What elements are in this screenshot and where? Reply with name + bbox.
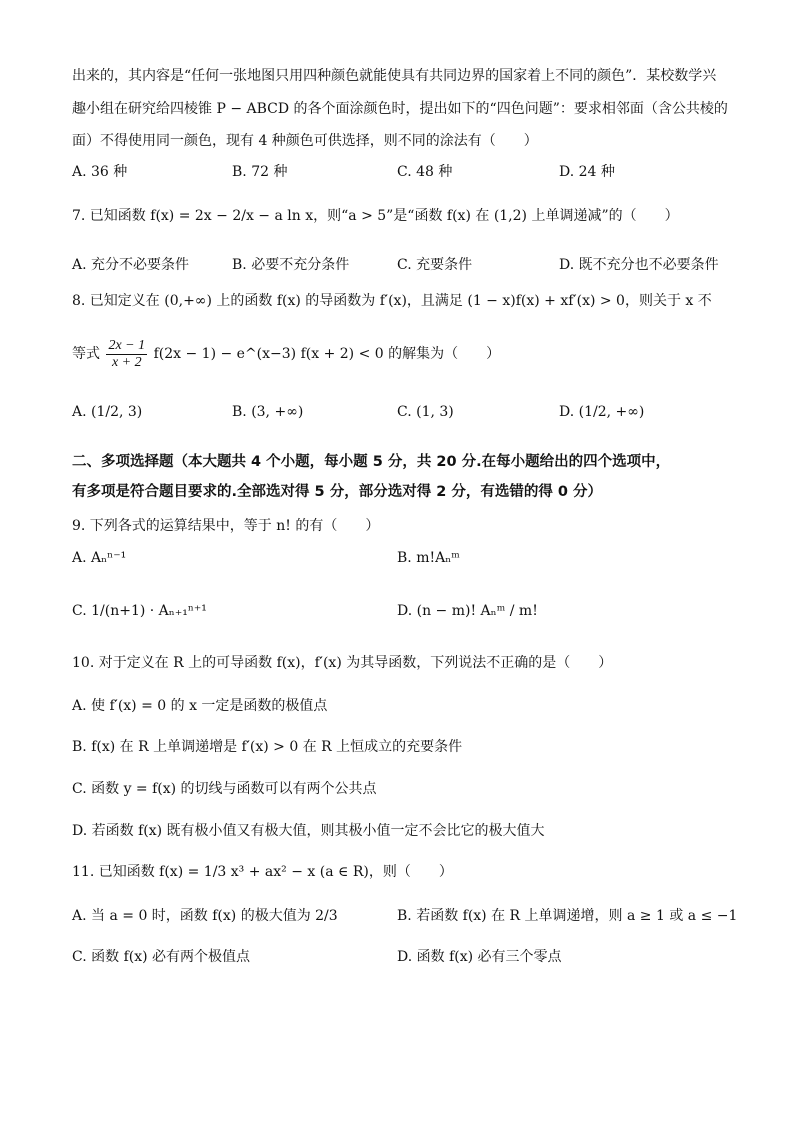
q8-line-1: 8. 已知定义在 (0,+∞) 上的函数 f(x) 的导函数为 f′(x)，且满足 (1 − x)f(x) + xf′(x) > 0，则关于 x 不 xyxy=(72,293,712,309)
q8-fraction-numerator: 2x − 1 xyxy=(108,337,146,353)
q11-option-a[interactable]: A. 当 a = 0 时，函数 f(x) 的极大值为 2/3 xyxy=(72,908,338,924)
q10-stem: 10. 对于定义在 R 上的可导函数 f(x)，f′(x) 为其导函数，下列说法不正确的是（ ） xyxy=(72,655,613,671)
q6-option-b[interactable]: B. 72 种 xyxy=(232,164,288,180)
q11-option-c[interactable]: C. 函数 f(x) 必有两个极值点 xyxy=(72,949,251,965)
q11-options-row-2 xyxy=(72,946,732,966)
q6-option-c[interactable]: C. 48 种 xyxy=(397,164,453,180)
q9-option-a[interactable]: A. Aₙⁿ⁻¹ xyxy=(72,550,127,566)
q11-option-b[interactable]: B. 若函数 f(x) 在 R 上单调递增，则 a ≥ 1 或 a ≤ −1 xyxy=(397,908,738,924)
q10-option-c[interactable]: C. 函数 y = f(x) 的切线与函数可以有两个公共点 xyxy=(72,781,377,797)
q10-option-d[interactable]: D. 若函数 f(x) 既有极小值又有极大值，则其极小值一定不会比它的极大值大 xyxy=(72,823,545,839)
q6-option-a[interactable]: A. 36 种 xyxy=(72,164,128,180)
section-2-heading-line-2: 有多项是符合题目要求的.全部选对得 5 分，部分选对得 2 分，有选错的得 0 分） xyxy=(72,484,603,500)
q7-stem: 7. 已知函数 f(x) = 2x − 2/x − a ln x，则“a > 5”是“函数 f(x) 在 (1,2) 上单调递减”的（ ） xyxy=(72,208,679,224)
q9-option-c[interactable]: C. 1/(n+1) · Aₙ₊₁ⁿ⁺¹ xyxy=(72,603,207,619)
q8-option-c[interactable]: C. (1, 3) xyxy=(397,404,454,420)
q7-option-d[interactable]: D. 既不充分也不必要条件 xyxy=(559,257,719,273)
q6-line-1: 出来的，其内容是“任何一张地图只用四种颜色就能使具有共同边界的国家着上不同的颜色”．某校数学兴 xyxy=(72,68,717,84)
q7-options xyxy=(72,254,732,274)
q9-options-row-1 xyxy=(72,550,732,570)
q8-fraction-denominator: x + 2 xyxy=(111,354,142,370)
q8-fraction xyxy=(106,338,147,371)
q6-line-3: 面）不得使用同一颜色，现有 4 种颜色可供选择，则不同的涂法有（ ） xyxy=(72,133,538,149)
q6-options xyxy=(72,161,732,181)
q8-option-a[interactable]: A. (1/2, 3) xyxy=(72,404,143,420)
q9-stem: 9. 下列各式的运算结果中，等于 n! 的有（ ） xyxy=(72,518,380,534)
q7-option-c[interactable]: C. 充要条件 xyxy=(397,257,473,273)
q8-option-b[interactable]: B. (3, +∞) xyxy=(232,404,304,420)
q11-stem: 11. 已知函数 f(x) = 1/3 x³ + ax² − x (a ∈ R)，则（ ） xyxy=(72,864,453,880)
q11-options-row-1 xyxy=(72,905,738,925)
q8-option-d[interactable]: D. (1/2, +∞) xyxy=(559,404,645,420)
section-2-heading-line-1: 二、多项选择题（本大题共 4 个小题，每小题 5 分，共 20 分.在每小题给出的四个选项中， xyxy=(72,454,671,470)
q10-option-b[interactable]: B. f(x) 在 R 上单调递增是 f′(x) > 0 在 R 上恒成立的充要条件 xyxy=(72,739,463,755)
q7-option-a[interactable]: A. 充分不必要条件 xyxy=(72,257,190,273)
q8-line-2 xyxy=(72,334,722,374)
q9-options-row-2 xyxy=(72,603,732,623)
q11-option-d[interactable]: D. 函数 f(x) 必有三个零点 xyxy=(397,949,562,965)
q7-option-b[interactable]: B. 必要不充分条件 xyxy=(232,257,350,273)
q8-line-2-pre: 等式 xyxy=(72,346,100,362)
q8-line-2-post: f(2x − 1) − e^(x−3) f(x + 2) < 0 的解集为（ ） xyxy=(153,346,501,362)
q9-option-d[interactable]: D. (n − m)! Aₙᵐ / m! xyxy=(397,603,538,619)
q6-option-d[interactable]: D. 24 种 xyxy=(559,164,615,180)
q9-option-b[interactable]: B. m!Aₙᵐ xyxy=(397,550,460,566)
q10-option-a[interactable]: A. 使 f′(x) = 0 的 x 一定是函数的极值点 xyxy=(72,698,328,714)
q6-line-2: 趣小组在研究给四棱锥 P − ABCD 的各个面涂颜色时，提出如下的“四色问题”：要求相邻面（含公共棱的 xyxy=(72,101,728,117)
q8-options xyxy=(72,404,732,424)
